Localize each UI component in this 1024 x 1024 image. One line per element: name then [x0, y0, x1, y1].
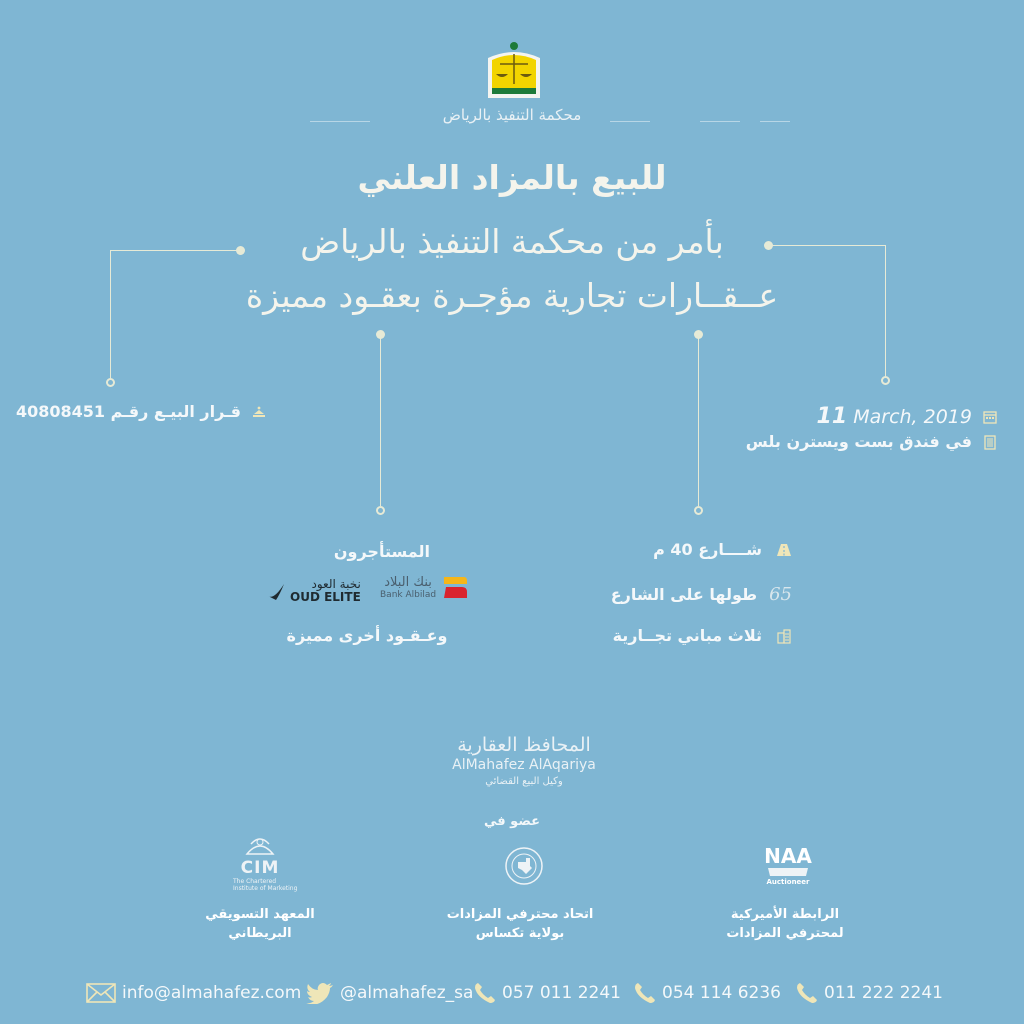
- phone-number[interactable]: 011 222 2241: [824, 983, 943, 1003]
- sale-decision-number: قـرار البيـع رقـم 40808451: [16, 402, 242, 421]
- member-cim-label: [195, 906, 325, 944]
- other-contracts: وعـقـود أخرى مميزة: [286, 626, 448, 645]
- date-day: 11: [816, 404, 848, 429]
- subtitle-line-1: بأمر من محكمة التنفيذ بالرياض: [300, 222, 724, 261]
- texas-auctioneers-logo: [504, 846, 544, 886]
- divider: [310, 121, 370, 122]
- phone-number[interactable]: 054 114 6236: [662, 983, 781, 1003]
- connector-ring: [376, 506, 385, 515]
- date-month-year: March, 2019: [853, 406, 972, 428]
- buildings-text: ثلاث مباني تجــارية: [612, 626, 762, 645]
- cim-subtitle: Institute of Marketing: [233, 885, 298, 892]
- gavel-icon: [766, 866, 810, 878]
- oud-name-en: OUD ELITE: [290, 589, 361, 604]
- divider: [760, 121, 790, 122]
- contact-phone-3[interactable]: [796, 978, 943, 1008]
- member-label-line: البريطاني: [228, 925, 292, 941]
- member-cim: [215, 834, 305, 892]
- cim-logo-text: CIM: [240, 858, 280, 878]
- frontage-text: طولها على الشارع: [610, 585, 758, 604]
- oud-elite-logo: [266, 578, 361, 603]
- connector-ring: [881, 376, 890, 385]
- contact-phone-1[interactable]: [474, 978, 621, 1008]
- court-icon: [251, 404, 267, 420]
- agent-name-en: AlMahafez AlAqariya: [452, 757, 596, 773]
- phone-icon: [474, 982, 496, 1004]
- connector-dot: [376, 330, 385, 339]
- venue-name: في فندق بست ويسترن بلس: [745, 432, 972, 451]
- bank-name-en: Bank Albilad: [380, 589, 437, 600]
- member-texas-label: [440, 906, 600, 944]
- connector-ring: [694, 506, 703, 515]
- connector-line: [110, 250, 240, 251]
- bank-name-ar: بنك البلاد: [384, 574, 432, 590]
- street-width: [653, 540, 792, 559]
- calendar-icon: [982, 409, 998, 425]
- contact-phone-2[interactable]: [634, 978, 781, 1008]
- connector-line: [380, 336, 381, 506]
- justice-scale-icon: [482, 38, 546, 110]
- page-title: للبيع بالمزاد العلني: [357, 158, 667, 197]
- envelope-icon: [86, 983, 116, 1003]
- subtitle-line-2: عــقــارات تجارية مؤجـرة بعقـود مميزة: [245, 276, 779, 315]
- phone-number[interactable]: 057 011 2241: [502, 983, 621, 1003]
- connector-dot: [694, 330, 703, 339]
- tenants-title: المستأجرون: [333, 542, 430, 561]
- membership-label: عضو في: [483, 814, 541, 829]
- bank-albilad-icon: [442, 574, 468, 600]
- member-naa-label: [715, 906, 855, 944]
- member-label-line: لمحترفي المزادات: [726, 925, 844, 941]
- member-label-line: الرابطة الأميركية: [730, 907, 840, 922]
- naa-logo-text: NAA: [764, 844, 812, 868]
- connector-line: [885, 245, 886, 378]
- ministry-emblem: [482, 38, 546, 110]
- member-label-line: اتحاد محترفي المزادات: [446, 907, 594, 922]
- sale-decision: [16, 402, 267, 421]
- cim-crest-icon: [243, 834, 277, 858]
- naa-subtitle: Auctioneer: [766, 878, 810, 886]
- divider: [700, 121, 740, 122]
- agent-tagline: وكيل البيع القضائي: [485, 776, 563, 787]
- cim-subtitle: The Chartered: [233, 878, 277, 885]
- street-width-text: شــــارع 40 م: [653, 540, 762, 559]
- twitter-icon: [306, 982, 334, 1004]
- auction-date: [817, 404, 998, 429]
- member-label-line: بولاية تكساس: [475, 925, 565, 941]
- connector-dot: [236, 246, 245, 255]
- contact-email[interactable]: [86, 978, 301, 1008]
- court-name: محكمة التنفيذ بالرياض: [442, 106, 582, 124]
- bank-albilad-logo: [380, 574, 468, 600]
- connector-line: [110, 250, 111, 380]
- twitter-handle[interactable]: @almahafez_sa: [340, 983, 474, 1003]
- buildings-icon: [776, 628, 792, 644]
- frontage-number: 65: [769, 584, 792, 605]
- commercial-buildings: [613, 626, 792, 645]
- contact-twitter[interactable]: [306, 978, 473, 1008]
- connector-line: [698, 336, 699, 506]
- divider: [610, 121, 650, 122]
- building-icon: [982, 434, 998, 450]
- phone-icon: [634, 982, 656, 1004]
- naa-logo: [763, 846, 813, 886]
- connector-ring: [106, 378, 115, 387]
- member-label-line: المعهد التسويقي: [205, 907, 315, 922]
- connector-dot: [764, 241, 773, 250]
- oud-elite-icon: [266, 580, 286, 602]
- oud-name-ar: نخبة العود: [311, 577, 361, 591]
- email-address[interactable]: info@almahafez.com: [122, 983, 302, 1003]
- agent-name-ar: المحافظ العقارية: [457, 734, 591, 756]
- phone-icon: [796, 982, 818, 1004]
- auction-venue: [746, 432, 998, 451]
- connector-line: [770, 245, 886, 246]
- street-frontage: [611, 584, 792, 605]
- road-icon: [776, 542, 792, 558]
- texas-seal-icon: [504, 846, 544, 886]
